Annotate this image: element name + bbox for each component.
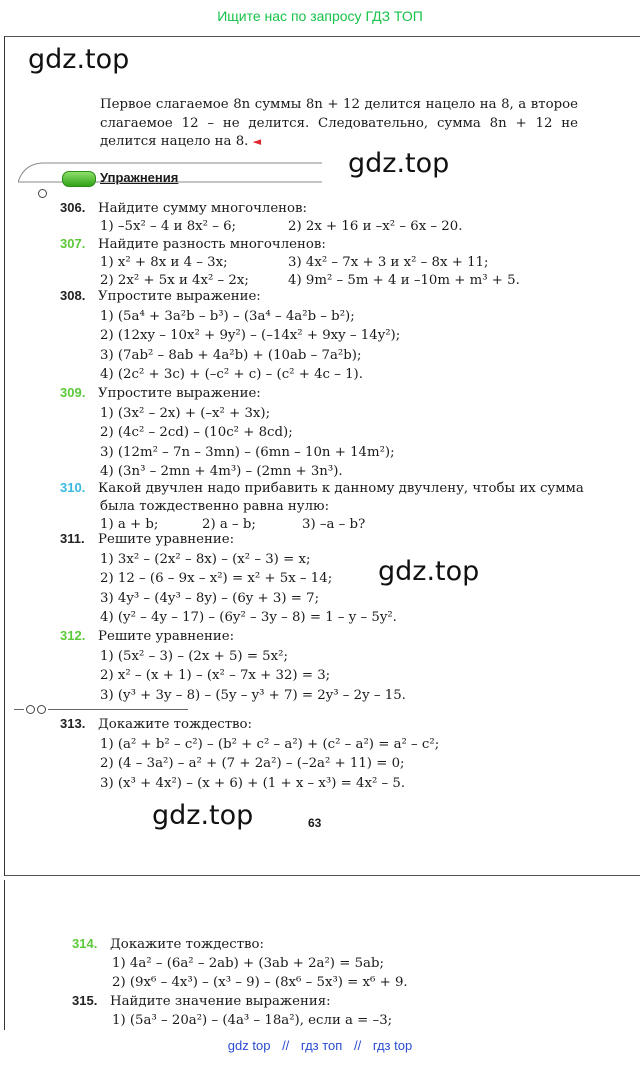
exercise-number: 307. [60, 236, 86, 251]
exercise-313 [60, 714, 580, 793]
divider [48, 709, 188, 710]
section-pill-icon [62, 171, 96, 187]
exercise-number: 313. [60, 716, 86, 731]
exercise-number: 309. [60, 385, 86, 400]
exercise-item: 2) 2x² + 5x и 4x² – 2x; [100, 273, 249, 288]
footer-link[interactable]: gdz top [227, 1038, 271, 1053]
exercise-title: Найдите значение выражения: [110, 994, 331, 1009]
watermark: gdz.top [152, 800, 254, 831]
exercise-item: 1) (a² + b² – c²) – (b² + c² – a²) + (c² – a²) = a² – c²; [100, 736, 440, 752]
exercise-310 [60, 479, 584, 534]
difficulty-circle-icon [37, 705, 46, 714]
exercise-number: 308. [60, 288, 86, 303]
watermark: gdz.top [348, 148, 450, 179]
exercise-314 [72, 934, 592, 992]
page-number: 63 [308, 816, 322, 830]
footer-links [0, 1038, 640, 1053]
exercise-item: 1) (5a³ – 20a²) – (4a³ – 18a²), если a = –3; [112, 1013, 393, 1028]
exercise-item: 1) –5x² – 4 и 8x² – 6; [100, 219, 237, 234]
exercise-title: Докажите тождество: [98, 717, 253, 732]
exercise-number: 311. [60, 531, 85, 546]
exercise-title: Решите уравнение: [98, 532, 235, 547]
exercise-title: Найдите разность многочленов: [98, 237, 326, 252]
footer-link[interactable]: гдз топ [300, 1038, 343, 1053]
section-title: Упражнения [100, 170, 179, 185]
exercise-item: 1) (5a⁴ + 3a²b – b³) – (3a⁴ – 4a²b – b²); [100, 308, 355, 324]
exercise-315 [72, 991, 592, 1030]
exercise-item: 2) (9x⁶ – 4x³) – (x³ – 9) – (8x⁶ – 5x³) = x⁶ + 9. [112, 975, 408, 990]
difficulty-circle-icon [38, 189, 47, 198]
end-marker-icon: ◄ [252, 135, 262, 148]
exercise-item: 4) (y² – 4y – 17) – (6y² – 3y – 8) = 1 – y – 5y². [100, 610, 397, 625]
exercise-number: 310. [60, 480, 86, 495]
exercise-306 [60, 199, 580, 236]
exercise-number: 306. [60, 200, 86, 215]
exercise-item: 4) 9m² – 5m + 4 и –10m + m³ + 5. [288, 273, 520, 288]
exercise-item: 2) 12 – (6 – 9x – x²) = x² + 5x – 14; [100, 571, 333, 586]
intro-text: Первое слагаемое 8n суммы 8n + 12 делится нацело на 8, а второе слагаемое 12 – не делится. Следовательно, сумма 8n + 12 не делится нацело на 8. [100, 97, 578, 149]
exercise-item: 2) (12xy – 10x² + 9y²) – (–14x² + 9xy – 14y²); [100, 328, 401, 343]
watermark: gdz.top [378, 556, 480, 587]
exercise-item: 3) (x³ + 4x²) – (x + 6) + (1 + x – x³) = 4x² – 5. [100, 775, 406, 791]
exercise-item: 1) x² + 8x и 4 – 3x; [100, 255, 228, 270]
divider [14, 709, 24, 710]
watermark: gdz.top [28, 44, 130, 75]
exercise-item: 1) 3x² – (2x² – 8x) – (x² – 3) = x; [100, 551, 311, 567]
footer-link[interactable]: гдз top [372, 1038, 413, 1053]
exercise-title: Решите уравнение: [98, 629, 235, 644]
exercise-311 [60, 529, 580, 628]
exercise-title-continued: была тождественно равна нулю: [100, 499, 330, 514]
exercise-item: 1) 4a² – (6a² – 2ab) + (3ab + 2a²) = 5ab; [112, 956, 384, 971]
exercise-item: 4) (2c² + 3c) + (–c² + c) – (c² + 4c – 1). [100, 367, 363, 382]
exercise-item: 2) x² – (x + 1) – (x² – 7x + 32) = 3; [100, 668, 331, 683]
top-banner[interactable]: Ищите нас по запросу ГДЗ ТОП [217, 8, 423, 24]
exercise-item: 3) 4y³ – (4y³ – 8y) – (6y + 3) = 7; [100, 590, 320, 606]
exercise-item: 2) (4c² – 2cd) – (10c² + 8cd); [100, 425, 293, 440]
exercise-number: 314. [72, 936, 98, 951]
exercise-item: 1) (5x² – 3) – (2x + 5) = 5x²; [100, 648, 288, 664]
exercise-309 [60, 383, 580, 482]
exercise-number: 312. [60, 628, 86, 643]
exercise-item: 3) (12m² – 7n – 3mn) – (6mn – 10n + 14m²); [100, 444, 395, 460]
exercise-item: 1) (3x² – 2x) + (–x² + 3x); [100, 405, 271, 421]
exercise-item: 1) a + b; [100, 517, 159, 532]
section-header [18, 158, 322, 188]
exercise-title: Упростите выражение: [98, 289, 261, 304]
exercise-number: 315. [72, 993, 98, 1008]
exercise-308 [60, 286, 580, 385]
exercise-item: 3) –a – b? [302, 517, 366, 532]
exercise-item: 2) a – b; [202, 517, 256, 532]
exercise-item: 3) 4x² – 7x + 3 и x² – 8x + 11; [288, 255, 489, 270]
intro-paragraph [100, 96, 578, 152]
exercise-item: 4) (3n³ – 2mn + 4m³) – (2mn + 3n³). [100, 464, 343, 479]
difficulty-circle-icon [26, 705, 35, 714]
exercise-title: Какой двучлен надо прибавить к данному двучлену, чтобы их сумма [98, 481, 584, 496]
exercise-title: Найдите сумму многочленов: [98, 201, 308, 216]
exercise-312 [60, 626, 580, 705]
exercise-item: 3) (7ab² – 8ab + 4a²b) + (10ab – 7a²b); [100, 347, 362, 363]
exercise-item: 2) 2x + 16 и –x² – 6x – 20. [288, 219, 463, 234]
footer-separator: // [282, 1038, 290, 1053]
exercise-title: Упростите выражение: [98, 386, 261, 401]
footer-separator: // [353, 1038, 362, 1053]
exercise-307 [60, 235, 580, 290]
exercise-item: 2) (4 – 3a²) – a² + (7 + 2a²) – (–2a² + 11) = 0; [100, 756, 405, 771]
exercise-title: Докажите тождество: [110, 937, 265, 952]
exercise-item: 3) (y³ + 3y – 8) – (5y – y³ + 7) = 2y³ – 2y – 15. [100, 687, 406, 703]
